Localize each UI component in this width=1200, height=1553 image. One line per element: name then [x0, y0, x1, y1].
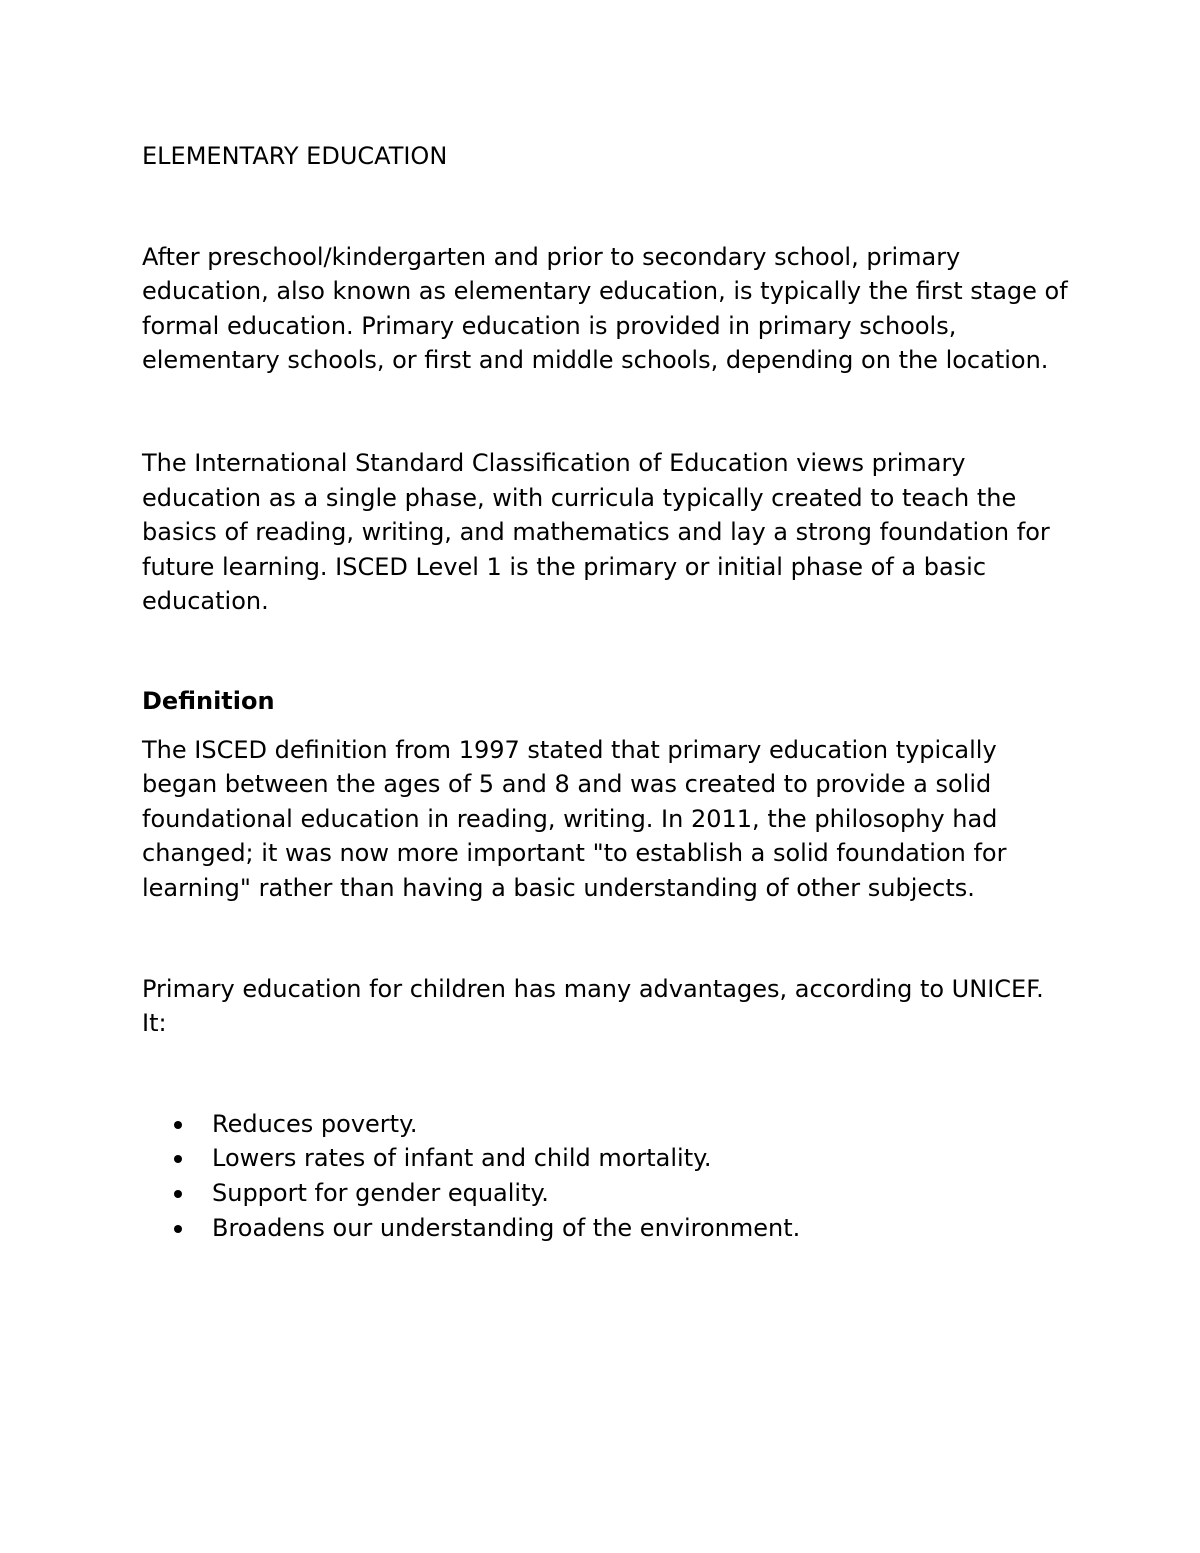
intro-paragraph: After preschool/kindergarten and prior to secondary school, primary education, also known as elementary education, is typically the first stage of formal education. Primary education is provided in primary schools, elementary schools, or first and middle schools, depending on the location. — [142, 242, 1068, 375]
list-item-text: Support for gender equality. — [212, 1179, 549, 1208]
bullet-icon — [174, 1121, 182, 1129]
list-item — [142, 1211, 1072, 1246]
list-item-text: Reduces poverty. — [212, 1109, 418, 1138]
isced-paragraph: The International Standard Classification of Education views primary education as a single phase, with curricula typically created to teach the basics of reading, writing, and mathematics and lay a strong foundation for future learning. ISCED Level 1 is the primary or initial phase of a basic education. — [142, 448, 1050, 616]
bullet-icon — [174, 1225, 182, 1233]
bullet-icon — [174, 1155, 182, 1163]
list-item-text: Broadens our understanding of the environment. — [212, 1214, 801, 1243]
bullet-icon — [174, 1190, 182, 1198]
document-title: ELEMENTARY EDUCATION — [142, 142, 448, 170]
document-body — [142, 139, 1072, 1246]
advantages-list — [142, 1107, 1072, 1246]
list-item — [142, 1176, 1072, 1211]
list-item — [142, 1141, 1072, 1176]
definition-heading: Definition — [142, 686, 275, 715]
unicef-paragraph: Primary education for children has many advantages, according to UNICEF. It: — [142, 974, 1044, 1038]
definition-paragraph: The ISCED definition from 1997 stated that primary education typically began between the ages of 5 and 8 and was created to provide a solid foundational education in reading, writing. In 2011, the philosophy had changed; it was now more important "to establish a solid foundation for learning" rather than having a basic understanding of other subjects. — [142, 735, 1007, 902]
list-item — [142, 1107, 1072, 1142]
list-item-text: Lowers rates of infant and child mortality. — [212, 1144, 712, 1173]
